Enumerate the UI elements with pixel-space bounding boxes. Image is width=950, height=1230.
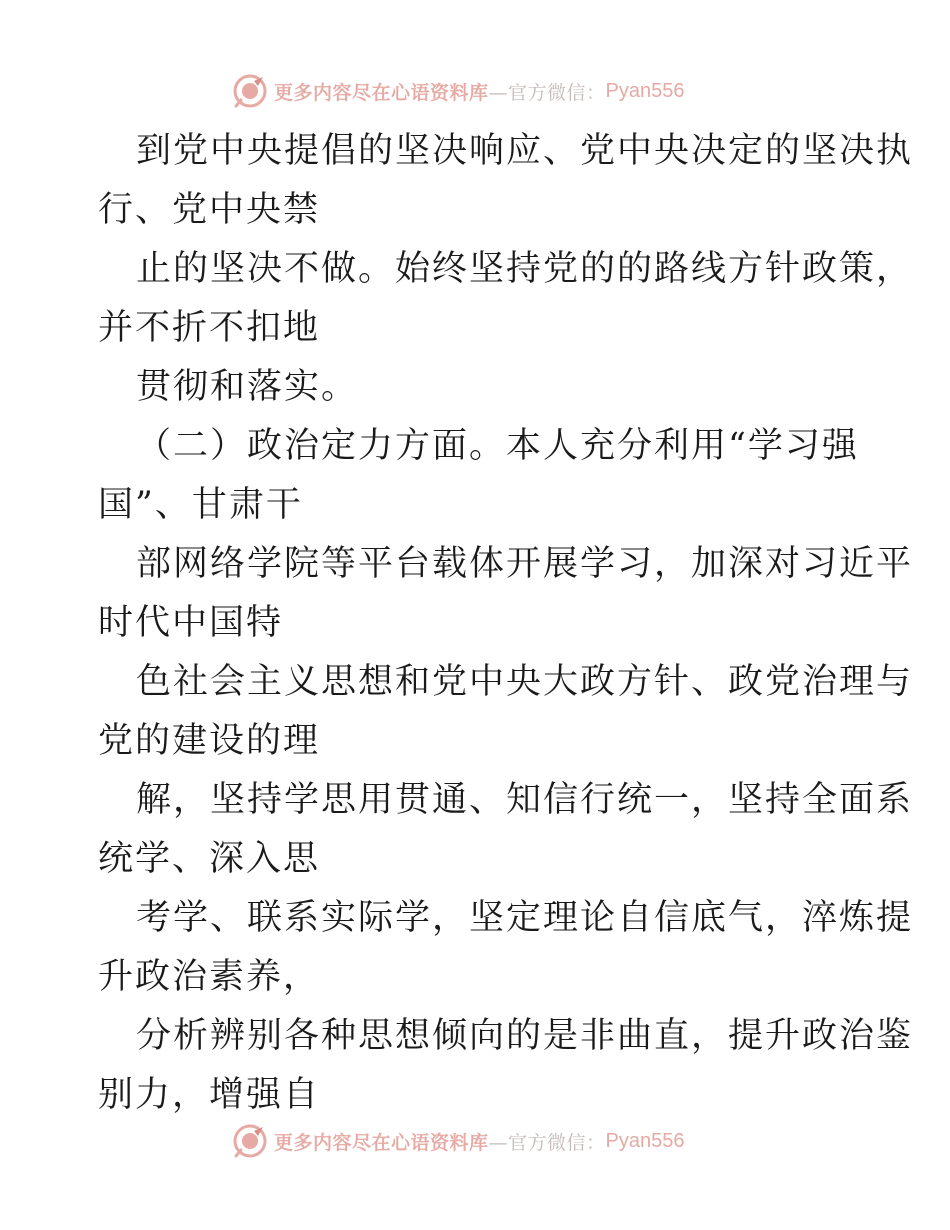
paragraph	[98, 417, 888, 535]
brand-logo-icon	[232, 1123, 268, 1159]
text-line: 统学、深入思	[98, 839, 321, 879]
text-line: 升政治素养，	[98, 957, 321, 997]
paragraph	[98, 1007, 914, 1125]
watermark-separator-text: —官方微信：	[488, 81, 606, 104]
paragraph	[98, 240, 914, 358]
watermark-separator-text: —官方微信：	[488, 1131, 606, 1154]
watermark-brand-text: 更多内容尽在心语资料库	[274, 1131, 489, 1154]
text-line: 止的坚决不做。始终坚持党的的路线方针政策，	[136, 249, 914, 289]
text-line: 党的建设的理	[98, 721, 321, 761]
text-line: 到党中央提倡的坚决响应、党中央决定的坚决执	[136, 131, 914, 171]
text-line: 时代中国特	[98, 603, 284, 643]
paragraph	[98, 358, 888, 417]
header-watermark	[232, 71, 685, 111]
watermark-wechat-id: Pyan556	[605, 79, 685, 102]
paragraph	[98, 889, 914, 1007]
watermark-brand-text: 更多内容尽在心语资料库	[274, 81, 489, 104]
watermark-wechat-id: Pyan556	[605, 1129, 685, 1152]
text-line: 分析辨别各种思想倾向的是非曲直，提升政治鉴	[136, 1016, 914, 1056]
text-line: 行、党中央禁	[98, 190, 321, 230]
text-line: 贯彻和落实。	[136, 367, 359, 407]
document-body	[98, 122, 914, 1125]
paragraph	[98, 653, 914, 771]
paragraph	[98, 535, 914, 653]
footer-watermark	[232, 1121, 685, 1161]
text-line: 色社会主义思想和党中央大政方针、政党治理与	[136, 662, 914, 702]
brand-logo-icon	[232, 73, 268, 109]
text-line: 考学、联系实际学，坚定理论自信底气，淬炼提	[136, 898, 914, 938]
text-line: （二）政治定力方面。本人充分利用“学习强	[136, 426, 859, 466]
paragraph	[98, 122, 914, 240]
text-line: 部网络学院等平台载体开展学习，加深对习近平	[136, 544, 914, 584]
text-line: 国”、甘肃干	[98, 485, 303, 525]
paragraph	[98, 771, 914, 889]
text-line: 并不折不扣地	[98, 308, 321, 348]
text-line: 解，坚持学思用贯通、知信行统一，坚持全面系	[136, 780, 914, 820]
text-line: 别力，增强自	[98, 1075, 321, 1115]
